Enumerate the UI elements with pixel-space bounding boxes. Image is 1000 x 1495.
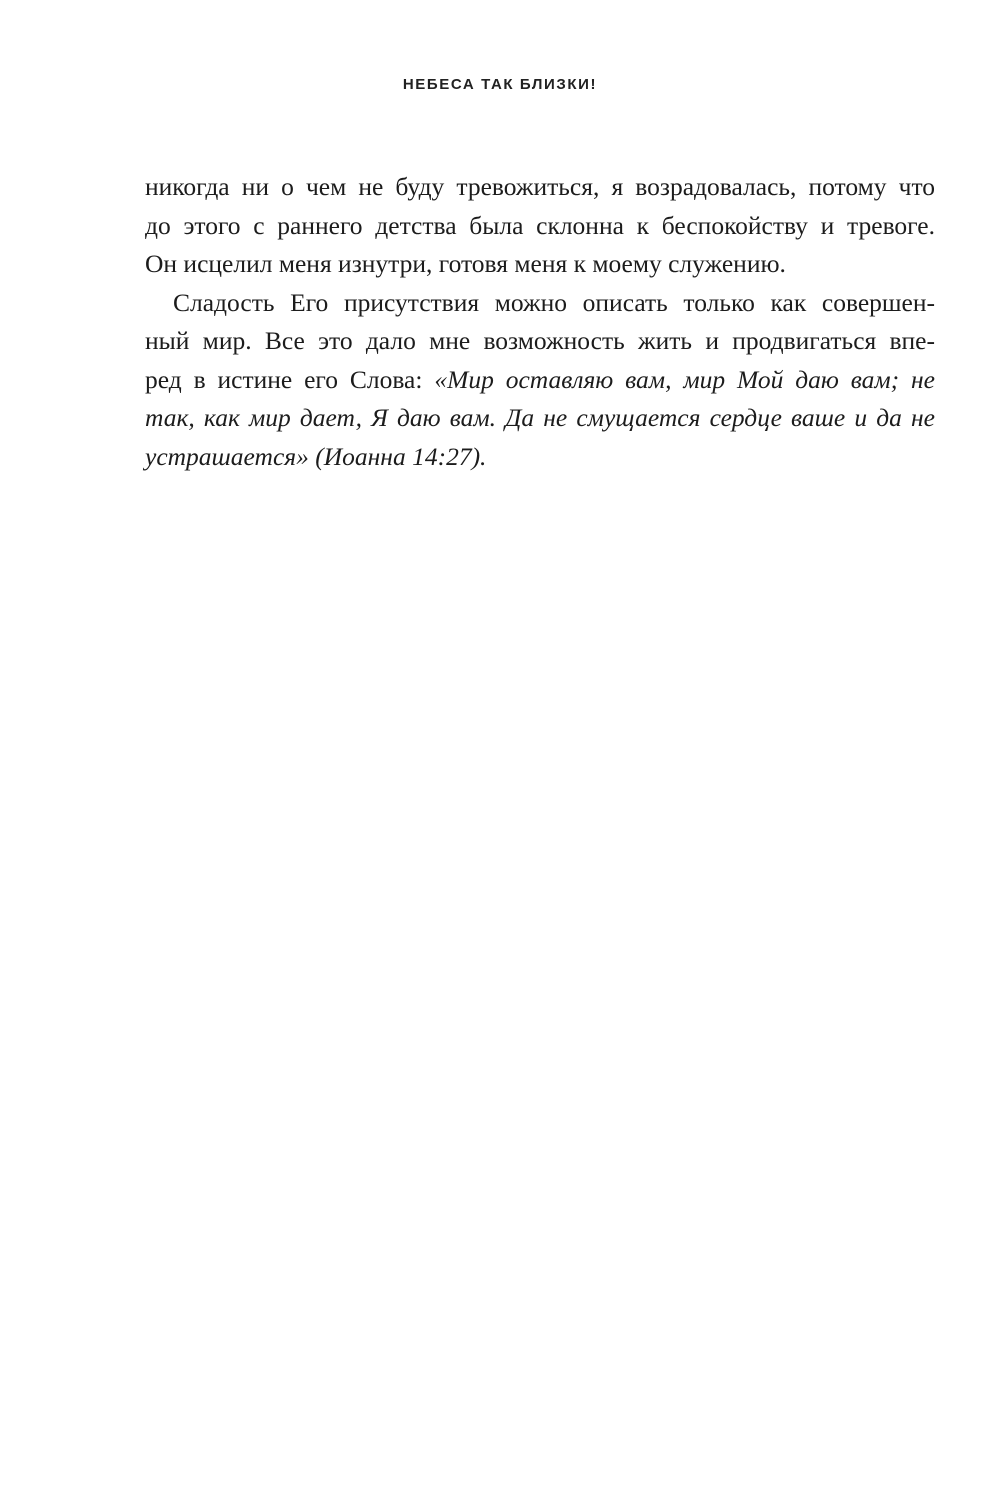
paragraph-1 [145, 168, 935, 284]
scripture-quote-middle: так, как мир дает, Я даю вам. Да не смущается сердце ваше и да не [145, 403, 935, 432]
scripture-quote-end: устрашается» (Иоанна 14:27). [145, 441, 487, 471]
paragraph-1-line-1: никогда ни о чем не буду тревожиться, я возрадовалась, потому что [145, 172, 935, 201]
body-text [145, 168, 935, 476]
paragraph-1-line-3: Он исцелил меня изнутри, готовя меня к моему служению. [145, 249, 786, 278]
paragraph-2-line-2: ный мир. Все это дало мне возможность жить и продвигаться впе- [145, 326, 935, 355]
paragraph-1-line-2: до этого с раннего детства была склонна к беспокойству и тревоге. [145, 210, 935, 240]
paragraph-2 [145, 284, 935, 477]
paragraph-2-line-3 [145, 361, 935, 400]
running-title: НЕБЕСА ТАК БЛИЗКИ! [402, 76, 598, 93]
paragraph-2-line-3-text: ред в истине его Слова: [145, 364, 435, 394]
paragraph-2-line-1: Сладость Его присутствия можно описать только как совершен- [173, 287, 935, 317]
scripture-quote-start: «Мир оставляю вам, мир Мой даю вам; не [434, 364, 935, 394]
